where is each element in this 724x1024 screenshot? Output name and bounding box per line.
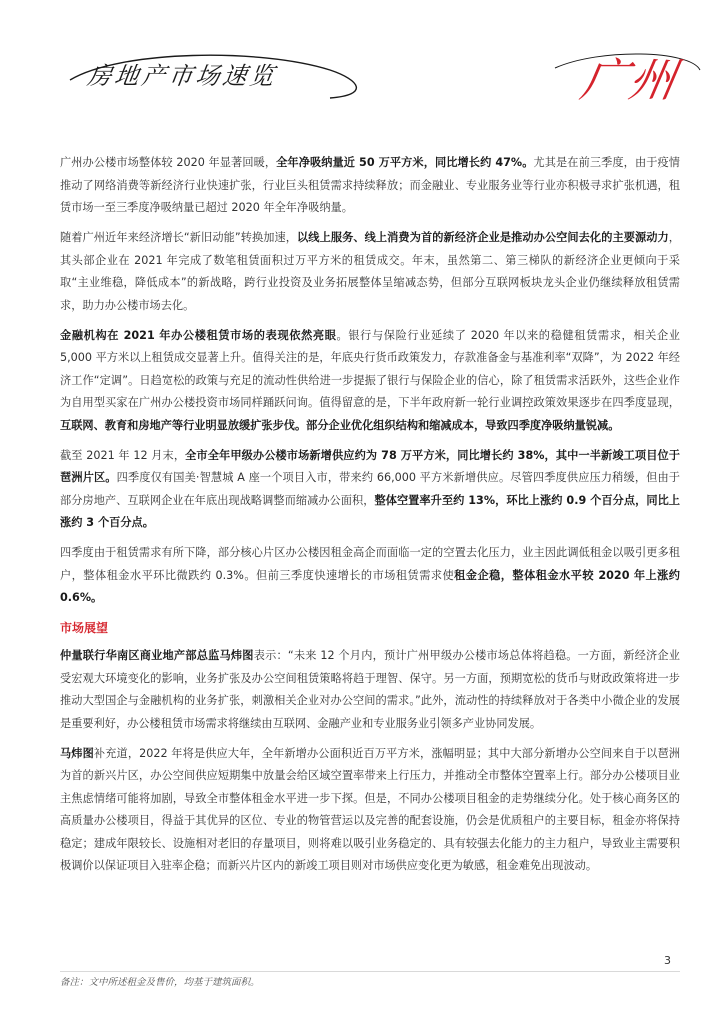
body-text: 四季度仅有国美·智慧城 A 座一个项目入市，带来约 66,000 平方米新增供应。尽管四季度供应压力稍缓，但由于部分房地产、互联网企业在年底出现战略调整而缩减办公面积，: [60, 471, 680, 507]
paragraph: [60, 445, 680, 535]
body-text: 补充道，2022 年将是供应大年，全年新增办公面积近百万平方米，涨幅明显；其中大部分新增办公空间来自于以琶洲为首的新兴片区，办公空间供应短期集中放量会给区域空置率带来上行压力，并推动全市整体空置率上行。部分办公楼项目业主焦虑情绪可能将加剧，导致全市整体租金水平进一步下探。但是，不同办公楼项目租金的走势继续分化。处于核心商务区的高质量办公楼项目，得益于其优异的区位、专业的物管营运以及完善的配套设施，仍会是优质租户的主要目标，租金亦将保持稳定；建成年限较长、设施相对老旧的存量项目，则将难以吸引业务稳定的、具有较强去化能力的主力租户，导致业主需要积极调价以保证项目入驻率企稳；而新兴片区内的新竣工项目则对市场供应变化更为敏感，租金难免出现波动。: [60, 746, 680, 872]
paragraph: [60, 645, 680, 735]
emphasis-text: 金融机构在 2021 年办公楼租赁市场的表现依然亮眼: [60, 328, 337, 342]
emphasis-text: 仲量联行华南区商业地产部总监马炜图: [60, 649, 254, 662]
page-number: 3: [664, 954, 671, 967]
emphasis-text: 以线上服务、线上消费为首的新经济企业是推动办公空间去化的主要源动力: [297, 231, 669, 244]
body-text: 随着广州近年来经济增长“新旧动能”转换加速，: [60, 231, 298, 244]
city-label: 广州: [576, 53, 683, 107]
page-header: [0, 0, 724, 130]
emphasis-text: 租金企稳，整体租金水平较 2020 年上涨约 0.6%。: [60, 568, 680, 604]
paragraph: [60, 542, 680, 610]
paragraph: [60, 152, 680, 220]
paragraph: [60, 743, 680, 878]
body-text: 广州办公楼市场整体较 2020 年显著回暖，: [60, 156, 277, 169]
body-text: 尤其是在前三季度，由于疫情推动了网络消费等新经济行业快速扩张，行业巨头租赁需求持续释放；而金融业、专业服务业等行业亦积极寻求扩张机遇，租赁市场一至三季度净吸纳量已超过 2020 年全年净吸纳量。: [60, 156, 680, 214]
market-review-section: [60, 152, 680, 610]
body-text: 四季度由于租赁需求有所下降，部分核心片区办公楼因租金高企而面临一定的空置去化压力，业主因此调低租金以吸引更多租户，整体租金水平环比微跌约 0.3%。但前三季度快速增长的市场租赁需求使: [60, 546, 680, 582]
footer-divider: [60, 971, 680, 972]
page-title: 房地产市场速览: [85, 62, 279, 90]
body-text: 。银行与保险行业延续了 2020 年以来的稳健租赁需求，相关企业 5,000 平方米以上租赁成交显著上升。值得关注的是，年底央行货币政策发力，存款准备金与基准利率“双降”，为 2022 年经济工作“定调”。日趋宽松的政策与充足的流动性供给进一步提振了银行与保险企业的信心，除了租赁需求活跃外，这些企业作为自用型买家在广州办公楼投资市场同样踊跃问询。值得留意的是，下半年政府新一轮行业调控政策效果逐步在四季度显现，: [60, 328, 680, 409]
market-outlook-section: [60, 645, 680, 878]
body-text: 截至 2021 年 12 月末，: [60, 448, 186, 462]
article-body: [60, 152, 680, 885]
emphasis-text: 互联网、教育和房地产等行业明显放缓扩张步伐。部分企业优化组织结构和缩减成本，导致四季度净吸纳量锐减。: [60, 418, 620, 432]
emphasis-text: 全市全年甲级办公楼市场新增供应约为 78 万平方米，同比增长约 38%，其中一半新竣工项目位于琶洲片区。: [60, 448, 680, 484]
body-text: ，其头部企业在 2021 年完成了数笔租赁面积过万平方米的租赁成交。年末，虽然第二、第三梯队的新经济企业更倾向于采取“主业维稳，降低成本”的新战略，跨行业投资及业务拓展整体呈缩减态势，但部分互联网板块龙头企业仍继续释放租赁需求，助力办公楼市场去化。: [60, 231, 680, 312]
footnote: 备注：文中所述租金及售价，均基于建筑面积。: [60, 977, 260, 988]
emphasis-text: 整体空置率升至约 13%，环比上涨约 0.9 个百分点，同比上涨约 3 个百分点。: [60, 493, 680, 529]
body-text: 表示：“未来 12 个月内，预计广州甲级办公楼市场总体将趋稳。一方面，新经济企业受宏观大环境变化的影响，业务扩张及办公空间租赁策略将趋于理智、保守。另一方面，预期宽松的货币与财政政策将进一步推动大型国企与金融机构的业务扩张，刺激相关企业对办公空间的需求。”此外，流动性的持续释放对于各类中小微企业的发展是重要利好，办公楼租赁市场需求将继续由互联网、金融产业和专业服务业引领多产业协同发展。: [60, 649, 680, 730]
paragraph: [60, 227, 680, 317]
emphasis-text: 马炜图: [60, 746, 94, 760]
section-heading: 市场展望: [60, 621, 109, 635]
emphasis-text: 全年净吸纳量近 50 万平方米，同比增长约 47%。: [276, 156, 534, 169]
paragraph: [60, 325, 680, 438]
